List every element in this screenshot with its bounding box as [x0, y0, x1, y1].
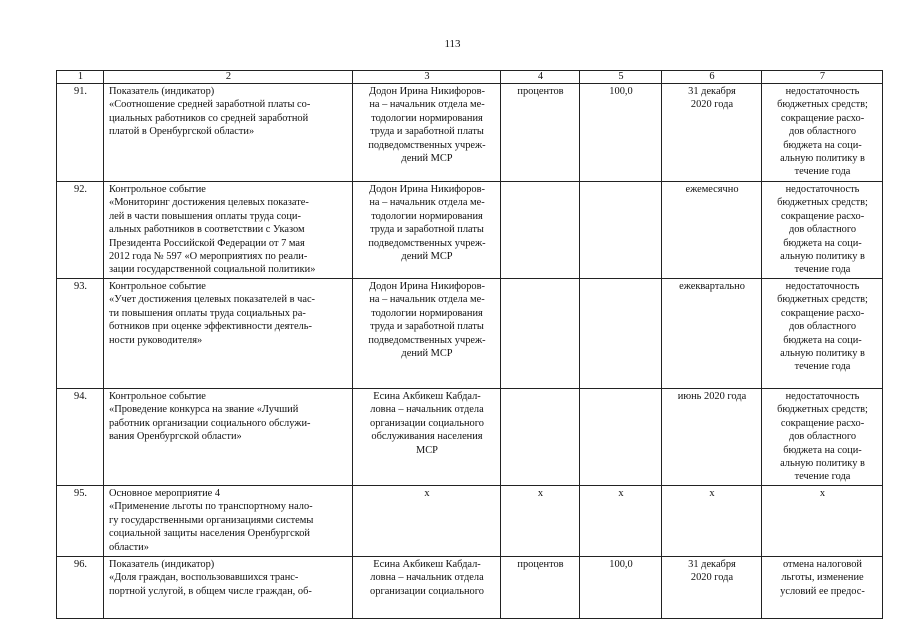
- description-cell: [104, 84, 353, 182]
- description-cell-line: Контрольное событие: [109, 391, 206, 402]
- column-header: 7: [762, 71, 883, 84]
- responsible-cell: [353, 557, 501, 619]
- responsible-cell-line: МСР: [416, 444, 438, 456]
- description-cell-line: «Мониторинг достижения целевых показате-: [109, 197, 309, 209]
- deadline-cell-line: 2020 года: [690, 99, 734, 111]
- description-cell: [104, 389, 353, 486]
- responsible-cell: [353, 279, 501, 389]
- description-cell-line: Контрольное событие: [109, 281, 206, 292]
- row-number-cell: 94.: [57, 389, 104, 486]
- risk-cell-line: бюджета на соци-: [783, 334, 862, 346]
- responsible-cell-line: дений МСР: [401, 251, 453, 263]
- responsible-cell-line: подведомственных учреж-: [368, 334, 486, 346]
- risk-cell: [762, 84, 883, 182]
- unit-cell: [501, 182, 580, 279]
- responsible-cell-line: труда и заработной платы: [370, 224, 484, 236]
- description-cell-line: альных работников в соответствии с Указом: [109, 224, 305, 236]
- responsible-cell-line: на – начальник отдела ме-: [369, 294, 485, 306]
- value-cell: х: [580, 486, 662, 557]
- responsible-cell-line: Додон Ирина Никифоров-: [368, 86, 485, 97]
- risk-cell-line: недостаточность: [785, 391, 860, 402]
- responsible-cell: [353, 84, 501, 182]
- row-number-cell: 92.: [57, 182, 104, 279]
- responsible-cell-line: труда и заработной платы: [370, 321, 484, 333]
- responsible-cell-line: Додон Ирина Никифоров-: [368, 281, 485, 292]
- deadline-cell-line: ежемесячно: [685, 184, 739, 195]
- responsible-cell: [353, 486, 501, 557]
- risk-cell-line: течение года: [794, 361, 851, 373]
- responsible-cell-line: х: [424, 488, 430, 499]
- description-cell-line: Показатель (индикатор): [109, 559, 215, 570]
- column-header: 2: [104, 71, 353, 84]
- risk-cell-line: течение года: [794, 264, 851, 276]
- responsible-cell-line: труда и заработной платы: [370, 126, 484, 138]
- deadline-cell: [662, 84, 762, 182]
- risk-cell-line: бюджетных средств;: [777, 99, 868, 111]
- risk-cell-line: бюджета на соци-: [783, 139, 862, 151]
- deadline-cell-line: ежеквартально: [679, 281, 745, 292]
- risk-cell-line: условий ее предос-: [780, 585, 865, 597]
- description-cell-line: «Учет достижения целевых показателей в час-: [109, 294, 316, 306]
- row-number-cell: 93.: [57, 279, 104, 389]
- column-header: 4: [501, 71, 580, 84]
- description-cell-line: гу государственными организациями системы: [109, 514, 314, 526]
- column-header: 5: [580, 71, 662, 84]
- responsible-cell-line: на – начальник отдела ме-: [369, 197, 485, 209]
- description-cell: [104, 486, 353, 557]
- row-number-cell: 91.: [57, 84, 104, 182]
- value-cell: [580, 182, 662, 279]
- deadline-cell: [662, 486, 762, 557]
- deadline-cell: [662, 279, 762, 389]
- risk-cell-line: льготы, изменение: [781, 572, 864, 584]
- description-cell-line: «Доля граждан, воспользовавшихся транс-: [109, 572, 299, 584]
- risk-cell: [762, 389, 883, 486]
- column-header: 6: [662, 71, 762, 84]
- description-cell-line: лей в части повышения оплаты труда соци-: [109, 210, 301, 222]
- unit-cell: процентов: [501, 557, 580, 619]
- column-header: 3: [353, 71, 501, 84]
- risk-cell: [762, 279, 883, 389]
- risk-cell-line: бюджетных средств;: [777, 197, 868, 209]
- table-row: [57, 557, 883, 619]
- deadline-cell: [662, 557, 762, 619]
- description-cell-line: Основное мероприятие 4: [109, 488, 221, 499]
- risk-cell-line: недостаточность: [785, 86, 860, 97]
- responsible-cell-line: организации социального: [370, 417, 484, 429]
- description-cell: [104, 182, 353, 279]
- responsible-cell: [353, 389, 501, 486]
- deadline-cell: [662, 389, 762, 486]
- risk-cell-line: бюджета на соци-: [783, 237, 862, 249]
- risk-cell-line: альную политику в: [780, 153, 865, 165]
- description-cell-line: зации государственной социальной политики»: [109, 264, 316, 276]
- responsible-cell-line: тодологии нормирования: [371, 210, 483, 222]
- description-cell-line: циальных работников со средней заработной: [109, 112, 309, 124]
- table-row: [57, 84, 883, 182]
- deadline-cell-line: июнь 2020 года: [677, 391, 747, 402]
- description-cell: [104, 279, 353, 389]
- responsible-cell-line: тодологии нормирования: [371, 112, 483, 124]
- risk-cell-line: течение года: [794, 166, 851, 178]
- unit-cell: [501, 279, 580, 389]
- risk-cell-line: дов областного: [788, 224, 857, 236]
- responsible-cell: [353, 182, 501, 279]
- risk-cell-line: х: [819, 488, 826, 499]
- table-row: [57, 389, 883, 486]
- description-cell-line: «Проведение конкурса на звание «Лучший: [109, 404, 299, 416]
- risk-cell: [762, 557, 883, 619]
- risk-cell-line: бюджетных средств;: [777, 294, 868, 306]
- risk-cell: [762, 182, 883, 279]
- responsible-cell-line: Есина Акбикеш Кабдал-: [373, 391, 481, 402]
- responsible-cell-line: дений МСР: [401, 348, 453, 360]
- description-cell-line: социальной защиты населения Оренбургской: [109, 528, 310, 540]
- deadline-cell-line: 31 декабря: [688, 86, 736, 97]
- value-cell: 100,0: [580, 84, 662, 182]
- description-cell-line: «Соотношение средней заработной платы со-: [109, 99, 311, 111]
- unit-cell: х: [501, 486, 580, 557]
- deadline-cell: [662, 182, 762, 279]
- description-cell-line: 2012 года № 597 «О мероприятиях по реали-: [109, 251, 308, 263]
- risk-cell-line: бюджетных средств;: [777, 404, 868, 416]
- column-header-row: [57, 71, 883, 84]
- deadline-cell-line: х: [709, 488, 715, 499]
- description-cell-line: ти повышения оплаты труда социальных ра-: [109, 307, 306, 319]
- description-cell: [104, 557, 353, 619]
- responsible-cell-line: дений МСР: [401, 153, 453, 165]
- measures-table: [56, 70, 883, 619]
- description-cell-line: Президента Российской Федерации от 7 мая: [109, 237, 305, 249]
- responsible-cell-line: организации социального: [370, 585, 484, 597]
- column-header: 1: [57, 71, 104, 84]
- value-cell: 100,0: [580, 557, 662, 619]
- page-number: 113: [444, 38, 461, 50]
- risk-cell-line: отмена налоговой: [783, 559, 862, 570]
- risk-cell-line: дов областного: [788, 126, 857, 138]
- unit-cell: процентов: [501, 84, 580, 182]
- description-cell-line: вания Оренбургской области»: [109, 431, 242, 443]
- description-cell-line: портной услугой, в общем числе граждан, об-: [109, 585, 312, 597]
- responsible-cell-line: обслуживания населения: [371, 431, 483, 443]
- unit-cell: [501, 389, 580, 486]
- risk-cell-line: недостаточность: [785, 184, 860, 195]
- risk-cell-line: течение года: [794, 471, 851, 483]
- deadline-cell-line: 2020 года: [690, 572, 734, 584]
- risk-cell-line: сокращение расхо-: [780, 112, 865, 124]
- risk-cell-line: сокращение расхо-: [780, 417, 865, 429]
- risk-cell-line: альную политику в: [780, 348, 865, 360]
- value-cell: [580, 279, 662, 389]
- description-cell-line: Контрольное событие: [109, 184, 206, 195]
- responsible-cell-line: ловна – начальник отдела: [370, 572, 484, 584]
- risk-cell-line: недостаточность: [785, 281, 860, 292]
- responsible-cell-line: тодологии нормирования: [371, 307, 483, 319]
- responsible-cell-line: на – начальник отдела ме-: [369, 99, 485, 111]
- table-row: [57, 182, 883, 279]
- table-row: [57, 279, 883, 389]
- description-cell-line: Показатель (индикатор): [109, 86, 215, 97]
- responsible-cell-line: Додон Ирина Никифоров-: [368, 184, 485, 195]
- description-cell-line: платой в Оренбургской области»: [109, 126, 255, 138]
- risk-cell: [762, 486, 883, 557]
- description-cell-line: работник организации социального обслужи-: [109, 417, 311, 429]
- table-row: [57, 486, 883, 557]
- responsible-cell-line: подведомственных учреж-: [368, 237, 486, 249]
- risk-cell-line: альную политику в: [780, 251, 865, 263]
- description-cell-line: области»: [109, 541, 149, 553]
- responsible-cell-line: Есина Акбикеш Кабдал-: [373, 559, 481, 570]
- description-cell-line: «Применение льготы по транспортному нало-: [109, 501, 313, 513]
- responsible-cell-line: ловна – начальник отдела: [370, 404, 484, 416]
- risk-cell-line: дов областного: [788, 431, 857, 443]
- risk-cell-line: альную политику в: [780, 458, 865, 470]
- row-number-cell: 95.: [57, 486, 104, 557]
- responsible-cell-line: подведомственных учреж-: [368, 139, 486, 151]
- deadline-cell-line: 31 декабря: [688, 559, 736, 570]
- row-number-cell: 96.: [57, 557, 104, 619]
- description-cell-line: ности руководителя»: [109, 334, 203, 346]
- description-cell-line: ботников при оценке эффективности деятель-: [109, 321, 312, 333]
- value-cell: [580, 389, 662, 486]
- risk-cell-line: сокращение расхо-: [780, 307, 865, 319]
- risk-cell-line: дов областного: [788, 321, 857, 333]
- risk-cell-line: бюджета на соци-: [783, 444, 862, 456]
- risk-cell-line: сокращение расхо-: [780, 210, 865, 222]
